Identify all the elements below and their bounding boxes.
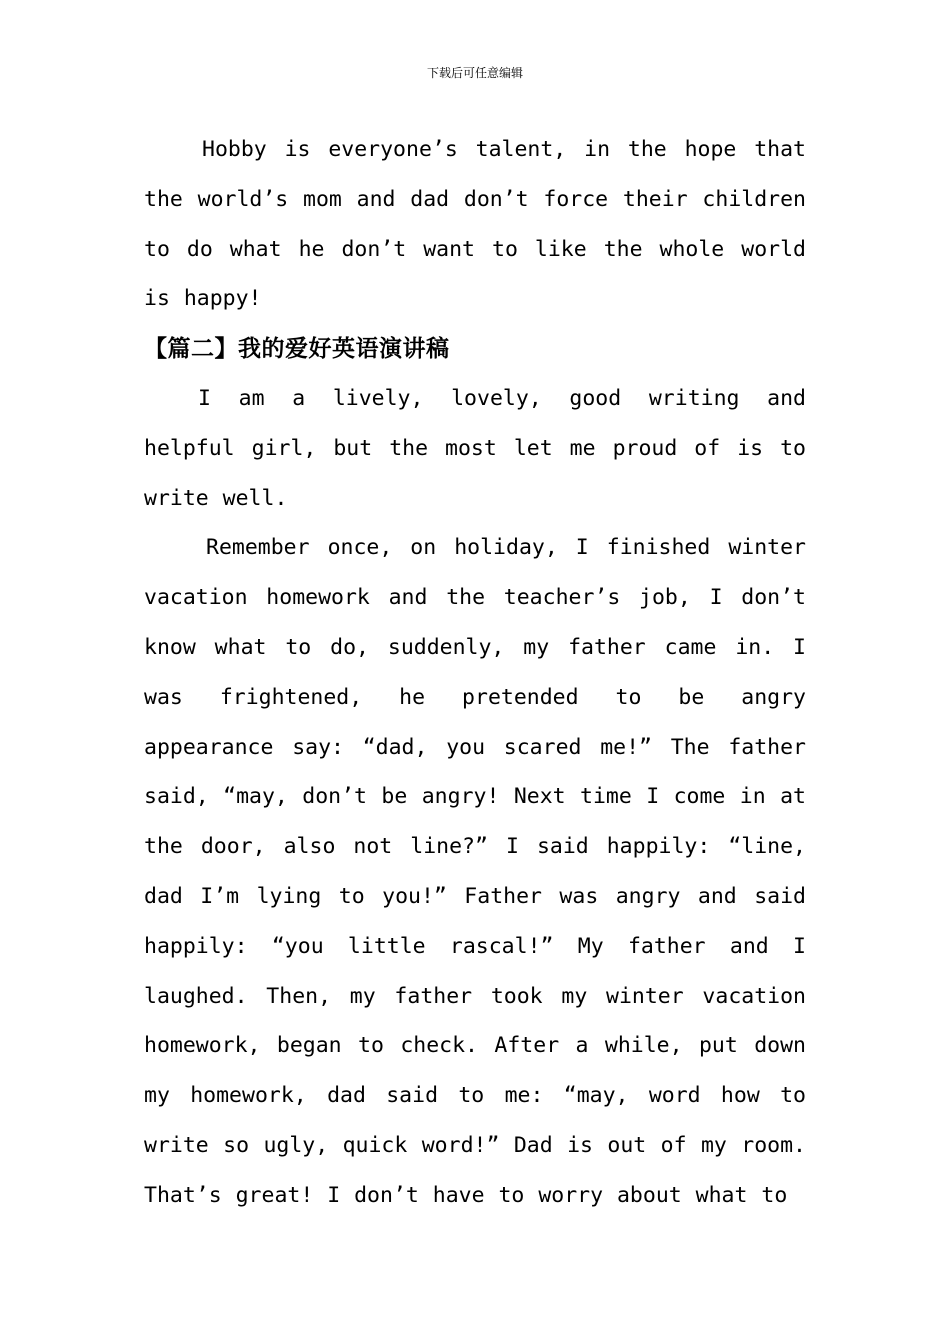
section-heading: 【篇二】我的爱好英语演讲稿 [144, 335, 450, 363]
document-body [144, 125, 806, 1221]
paragraph-story: Remember once, on holiday, I finished winter vacation homework and the teacher’s job, I don’t know what to do, suddenly, my father came in. I was frightened, he pretended to be angry appearance say: “dad, you scared me!” The father said, “may, don’t be angry! Next time I come in at the door, also not line?” I said happily: “line, dad I’m lying to you!” Father was angry and said happily: “you little rascal!” My father and I laughed. Then, my father took my winter vacation homework, began to check. After a while, put down my homework, dad said to me: “may, word how to write so ugly, quick word!” Dad is out of my room. That’s great! I don’t have to worry about what to [144, 535, 806, 1208]
paragraph-intro: I am a lively, lovely, good writing and helpful girl, but the most let me proud of is to write well. [144, 385, 806, 511]
paragraph-hobby: Hobby is everyone’s talent, in the hope that the world’s mom and dad don’t force their children to do what he don’t want to like the whole world is happy! [144, 137, 806, 312]
page-header-note: 下载后可任意编辑 [426, 66, 523, 80]
